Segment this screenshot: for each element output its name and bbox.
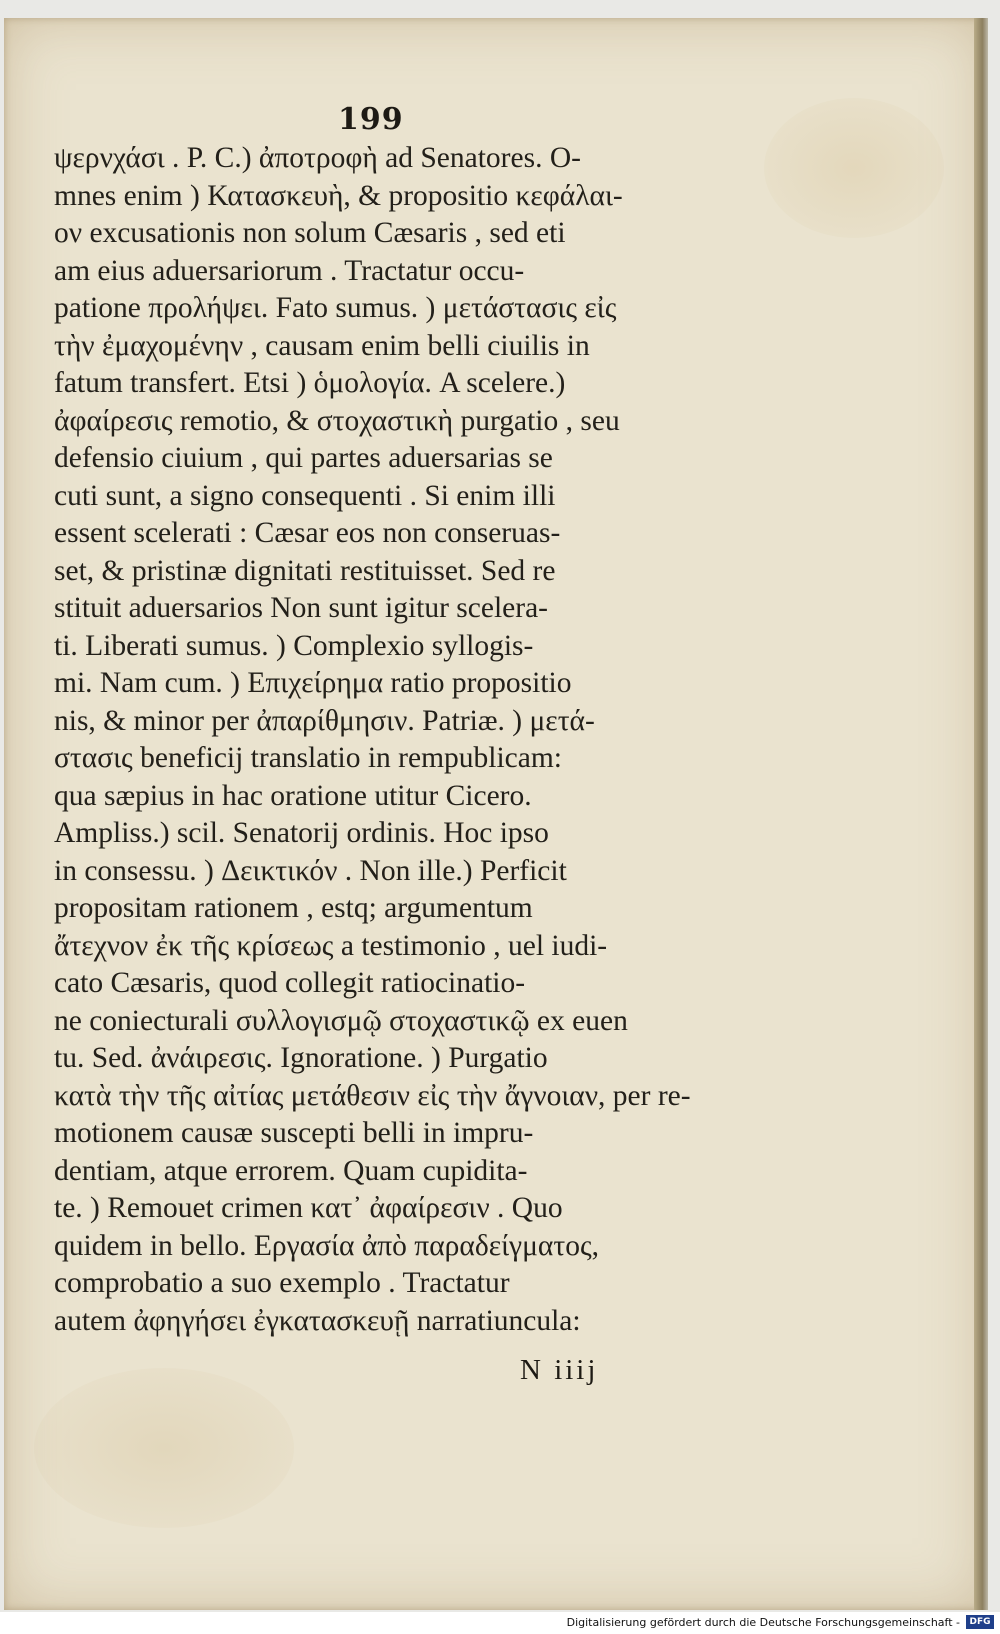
text-line: autem ἀφηγήσει ἐγκατασκευῇ narratiuncula: [54,1304,581,1337]
text-line: te. ) Remouet crimen κατ᾽ ἀφαίρεσιν . Quo [54,1192,563,1224]
text-line: ἀφαίρεσις remotio, & στοχαστικὴ purgatio , seu [54,404,620,437]
text-line: mnes enim ) Κατασκευὴ, & propositio κεφάλαι- [54,179,623,212]
text-line: fatum transfert. Etsi ) ὁμολογία. A scelere.) [54,367,566,399]
text-line: τὴν ἐμαχομένην , causam enim belli ciuilis in [54,329,590,362]
page-number: 199 [338,102,404,137]
funding-credit: Digitalisierung gefördert durch die Deutsche Forschungsgemeinschaft - [566,1616,960,1629]
text-line: essent scelerati : Cæsar eos non conseruas- [54,517,561,549]
text-line: ἄτεχνον ἐκ τῆς κρίσεως a testimonio , uel iudi- [54,929,608,962]
dfg-logo-icon: DFG [966,1615,994,1629]
text-line: in consessu. ) Δεικτικόν . Non ille.) Perficit [54,854,567,887]
page-text [54,140,691,1340]
text-line: qua sæpius in hac oratione utitur Cicero. [54,779,532,812]
paper-stain [764,98,944,238]
text-line: ne coniecturali συλλογισμῷ στοχαστικῷ ex euen [54,1004,628,1037]
text-line: stituit aduersarios Non sunt igitur scelera- [54,592,549,624]
text-line: am eius aduersariorum . Tractatur occu- [54,254,525,287]
text-line: dentiam, atque errorem. Quam cupidita- [54,1154,528,1187]
text-line: propositam rationem , estq; argumentum [54,892,533,924]
text-line: set, & pristinæ dignitati restituisset. Sed re [54,554,556,587]
text-line: ψερνχάσι . P. C.) ἀποτροφὴ ad Senatores. O- [54,142,581,174]
text-line: motionem causæ suscepti belli in impru- [54,1117,534,1149]
text-line: στασις beneficij translatio in rempublicam: [54,742,562,774]
paper-stain [34,1368,294,1528]
text-line: patione προλήψει. Fato sumus. ) μετάστασις εἰς [54,292,617,324]
text-line: tu. Sed. ἀνάιρεσις. Ignoratione. ) Purgatio [54,1042,548,1074]
text-line: ον excusationis non solum Cæsaris , sed eti [54,217,566,249]
text-line: Ampliss.) scil. Senatorij ordinis. Hoc ipso [54,817,549,849]
page-edge [974,18,988,1610]
text-line: ti. Liberati sumus. ) Complexio syllogis- [54,629,534,662]
text-line: defensio ciuium , qui partes aduersarias se [54,442,553,474]
text-line: comprobatio a suo exemplo . Tractatur [54,1267,510,1299]
text-line: κατὰ τὴν τῆς αἰτίας μετάθεσιν εἰς τὴν ἄγνοιαν, per re- [54,1079,691,1112]
text-line: quidem in bello. Εργασία ἀπὸ παραδείγματος, [54,1229,600,1262]
text-line: cato Cæsaris, quod collegit ratiocinatio- [54,967,526,999]
signature-mark: N iiij [520,1354,599,1386]
text-line: cuti sunt, a signo consequenti . Si enim illi [54,479,556,512]
text-line: mi. Nam cum. ) Επιχείρημα ratio propositio [54,667,572,699]
text-line: nis, & minor per ἀπαρίθμησιν. Patriæ. ) μετά- [54,704,595,737]
